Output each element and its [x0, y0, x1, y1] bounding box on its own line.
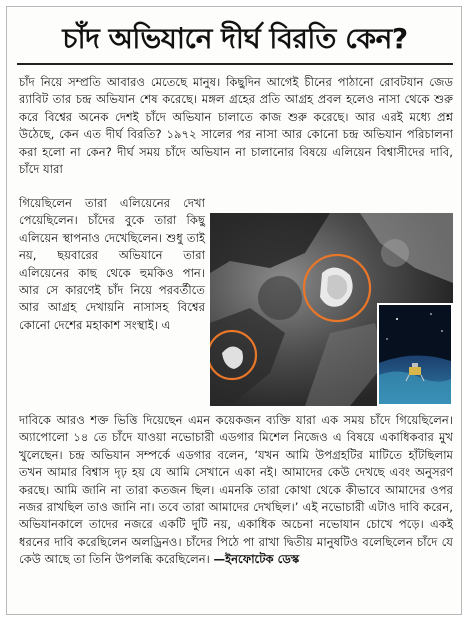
article-paragraph-narrow: গিয়েছিলেন তারা এলিয়েনের দেখা পেয়েছিলেন। চাঁদের বুকে তারা কিছু এলিয়েন স্থাপনাও দেখেছিলেন। শুধু তাই নয়, ছয়বারের অভিযানে তারা এলিয়েনের কাছ থেকে হুমকিও পান। আর সে কারণেই চাঁদ নিয়ে পরবর্তীতে আর আগ্রহ দেখায়নি নাসাসহ বিশ্বের কোনো দেশের মহাকাশ সংস্থাই। এ	[19, 196, 205, 332]
article-paragraph-top: চাঁদ নিয়ে সম্প্রতি আবারও মেতেছে মানুষ। কিছুদিন আগেই চীনের পাঠানো রোবটযান জেড র‍্যাবিট তার চন্দ্র অভিযান শেষ করেছে। মঙ্গল গ্রহের প্রতি আগ্রহ প্রবল হলেও নাসা থেকে শুরু করে বিশ্বের অনেক দেশই চাঁদে অভিযান চালাতে কাজ শুরু করেছে। আর এরই মধ্যে প্রশ্ন উঠেছে, কেন এত দীর্ঘ বিরতি? ১৯৭২ সালের পর নাসা আর কোনো চন্দ্র অভিযান পরিচালনা করা হলো না কেন? দীর্ঘ সময় চাঁদে অভিযান না চালানোর বিষয়ে এলিয়েন বিশ্বাসীদের দাবি, চাঁদে যারা	[19, 75, 453, 177]
headline-rule	[17, 63, 453, 65]
byline: —ইনফোটেক ডেস্ক	[213, 552, 300, 567]
moon-lander-inset-image	[377, 303, 453, 406]
article-paragraph-bottom	[19, 412, 453, 569]
headline: চাঁদ অভিযানে দীর্ঘ বিরতি কেন?	[62, 22, 408, 55]
article-paragraph-bottom-text: দাবিকে আরও শক্ত ভিত্তি দিয়েছেন এমন কয়েকজন ব্যক্তি যারা এক সময় চাঁদে গিয়েছিলেন। অ্যাপোলো ১৪ তে চাঁদে যাওয়া নভোচারী এডগার মিশেল নিজেও এ বিষয়ে একাধিকবার মুখ খুলেছেন। চন্দ্র অভিযান সম্পর্কে এডগার বলেন, ‘যখন আমি উপগ্রহটির মাটিতে হাঁটছিলাম তখন আমার বিশ্বাস দৃঢ় হয় যে আমি সেখানে একা নই। আমাদের কেউ দেখছে এবং অনুসরণ করছে। আমি জানি না তারা কতজন ছিল। এমনকি তারা কোথা থেকে কীভাবে আমাদের ওপর নজর রাখছিল তাও জানি না। তবে তারা আমাদের দেখছিল।’ এই নভোচারী এটাও দাবি করেন, অভিযানকালে তাদের নজরে একটি দুটি নয়, একাধিক অচেনা নভোযান চোখে পড়ে। একই ধরনের দাবি করেছিলেন অলড্রিনও। চাঁদের পিঠে পা রাখা দ্বিতীয় মানুষটিও বলেছিলেন চাঁদে যে কেউ আছে তা তিনি উপলব্ধি করেছিলেন।	[19, 413, 453, 567]
newspaper-clipping	[6, 6, 462, 615]
